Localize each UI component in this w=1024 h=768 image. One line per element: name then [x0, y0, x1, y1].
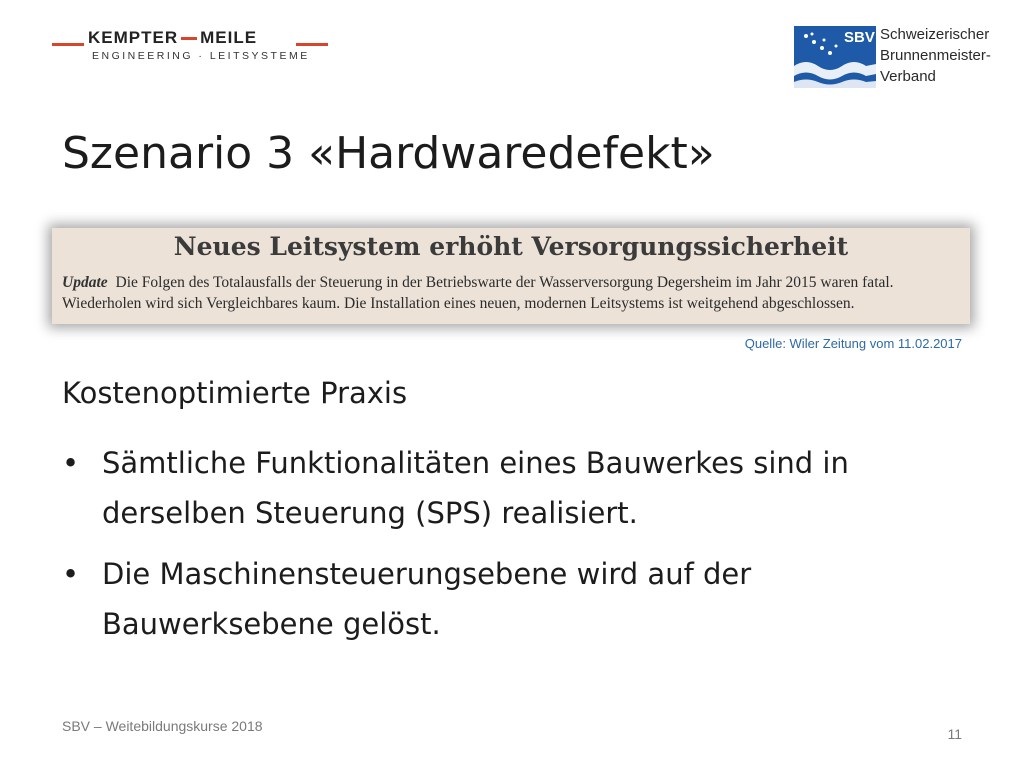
bullet-list [62, 438, 962, 660]
newspaper-clipping [52, 228, 970, 324]
section-heading: Kostenoptimierte Praxis [62, 376, 408, 410]
logo-left-rule [52, 43, 84, 46]
logo-name-left: KEMPTER [88, 28, 179, 47]
sbv-name-line3: Verband [880, 68, 936, 85]
logo-right-rule [296, 43, 328, 46]
bullet-item [62, 549, 962, 649]
logo-tagline: ENGINEERING · LEITSYSTEME [92, 50, 310, 62]
logo-separator [181, 37, 197, 40]
clipping-text: Die Folgen des Totalausfalls der Steuerung in der Betriebswarte der Wasserversorgung Degersheim im Jahr 2015 waren fatal. Wiederholen wird sich Vergleichbares kaum. Die Installation eines neuen, modernen Leitsystems ist weitgehend abgeschlossen. [62, 274, 894, 312]
kempter-meile-logo [52, 28, 328, 68]
logo-name-right: MEILE [200, 28, 258, 47]
bullet-text: Sämtliche Funktionalitäten eines Bauwerkes sind in derselben Steuerung (SPS) realisiert. [102, 446, 849, 530]
bullet-text: Die Maschinensteuerungsebene wird auf der Bauwerksebene gelöst. [102, 557, 752, 641]
sbv-name-line1: Schweizerischer [880, 26, 990, 43]
footer-text: SBV – Weitebildungskurse 2018 [62, 718, 263, 734]
sbv-water-mark-icon [794, 26, 876, 88]
clipping-headline: Neues Leitsystem erhöht Versorgungssicherheit [173, 232, 849, 261]
sbv-name-line2: Brunnenmeister- [880, 47, 991, 64]
clipping-body [62, 272, 962, 314]
slide-title: Szenario 3 «Hardwaredefekt» [62, 128, 715, 179]
bullet-glyph: • [62, 446, 80, 480]
bullet-glyph: • [62, 557, 80, 591]
sbv-name [880, 24, 991, 87]
page-number: 11 [947, 726, 962, 742]
source-citation: Quelle: Wiler Zeitung vom 11.02.2017 [744, 336, 962, 351]
sbv-mark-text: SBV [844, 29, 875, 46]
bullet-item [62, 438, 962, 538]
clipping-tag: Update [62, 274, 108, 291]
sbv-logo [794, 26, 1009, 94]
logo-wordmark [88, 28, 257, 48]
